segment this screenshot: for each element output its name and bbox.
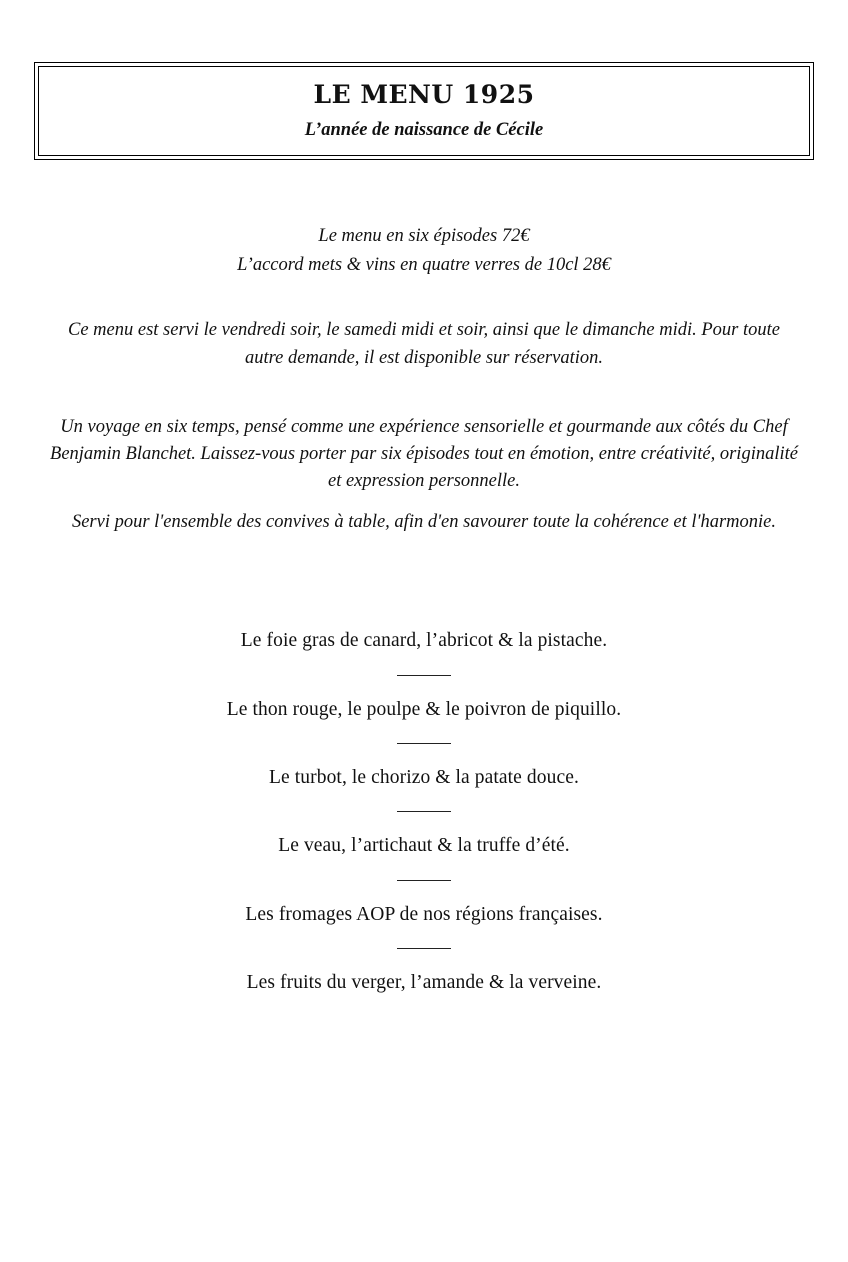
menu-description [44, 414, 804, 536]
course-separator [397, 948, 451, 949]
course-item: Les fromages AOP de nos régions françaises. [245, 903, 603, 925]
pricing-block [34, 222, 814, 282]
course-item: Le turbot, le chorizo & la patate douce. [269, 766, 579, 788]
course-separator [397, 880, 451, 881]
menu-page [0, 62, 848, 1262]
availability-note: Ce menu est servi le vendredi soir, le samedi midi et soir, ainsi que le dimanche midi. Pour toute autre demande, il est disponible sur réservation. [68, 320, 780, 368]
course-item: Le veau, l’artichaut & la truffe d’été. [278, 835, 570, 857]
course-separator [397, 675, 451, 676]
course-item: Le foie gras de canard, l’abricot & la pistache. [240, 630, 608, 652]
course-separator [397, 811, 451, 812]
page-title: LE MENU 1925 [313, 80, 535, 109]
price-menu: Le menu en six épisodes 72€ [318, 225, 530, 246]
price-wine-pairing: L’accord mets & vins en quatre verres de 10cl 28€ [237, 255, 611, 276]
course-separator [397, 743, 451, 744]
title-frame-inner [38, 66, 810, 156]
description-paragraph-1: Un voyage en six temps, pensé comme une expérience sensorielle et gourmande aux côtés du Chef Benjamin Blanchet. Laissez-vous porter par six épisodes tout en émotion, entre créativité, originalité et expression personnelle. [50, 417, 798, 492]
course-item: Les fruits du verger, l’amande & la verveine. [246, 971, 602, 993]
title-frame [34, 62, 814, 160]
course-list [34, 628, 814, 995]
description-paragraph-2: Servi pour l'ensemble des convives à table, afin d'en savourer toute la cohérence et l'harmonie. [71, 512, 777, 533]
page-subtitle: L’année de naissance de Cécile [304, 119, 544, 140]
course-item: Le thon rouge, le poulpe & le poivron de piquillo. [226, 698, 622, 720]
